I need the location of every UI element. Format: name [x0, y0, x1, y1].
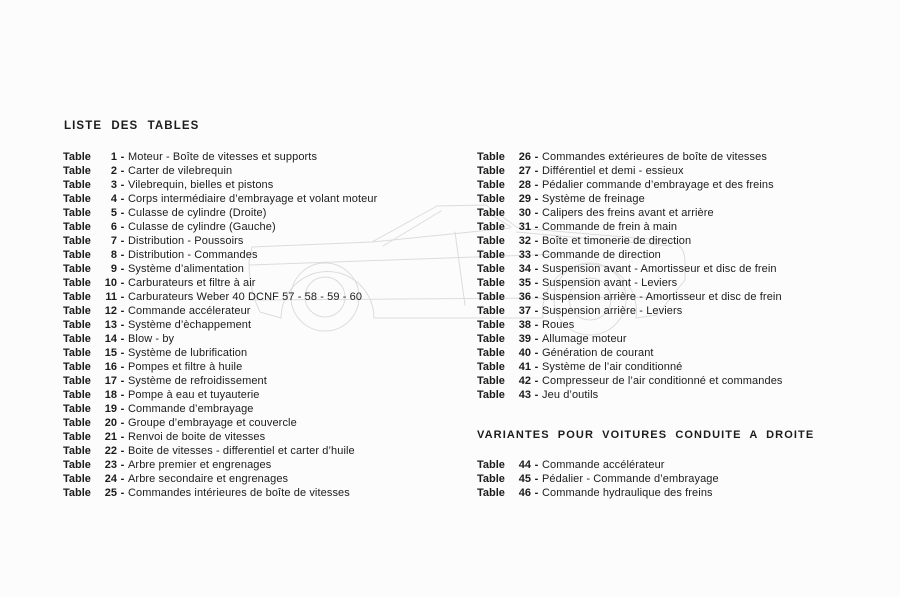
table-row	[63, 332, 377, 346]
table-row	[63, 402, 377, 416]
table-row-number: 20	[104, 417, 117, 429]
table-row-label: Table	[63, 235, 91, 247]
table-row-description: Système de freinage	[542, 193, 645, 205]
table-row-number: 31	[518, 221, 531, 233]
table-row-description: Compresseur de l’air conditionné et commandes	[542, 375, 783, 387]
table-row-separator: -	[534, 207, 539, 219]
table-row-description: Culasse de cylindre (Droite)	[128, 207, 267, 219]
table-row-separator: -	[120, 207, 125, 219]
table-row-description: Carburateurs Weber 40 DCNF 57 - 58 - 59 - 60	[128, 291, 363, 303]
table-row-label: Table	[477, 347, 505, 359]
table-row	[477, 220, 814, 234]
table-row-description: Génération de courant	[542, 347, 654, 359]
table-row-label: Table	[477, 235, 505, 247]
table-row-description: Commande hydraulique des freins	[542, 487, 713, 499]
table-row-separator: -	[534, 347, 539, 359]
table-row-description: Suspension arrière - Amortisseur et disc de frein	[542, 291, 782, 303]
page-title: LISTE DES TABLES	[64, 120, 200, 132]
table-row-separator: -	[534, 459, 539, 471]
table-row	[477, 388, 814, 402]
table-row-label: Table	[63, 151, 91, 163]
table-row-separator: -	[534, 389, 539, 401]
table-row-separator: -	[120, 193, 125, 205]
table-row-description: Moteur - Boîte de vitesses et supports	[128, 151, 318, 163]
table-row	[477, 262, 814, 276]
table-row	[477, 360, 814, 374]
table-row	[477, 206, 814, 220]
table-row-label: Table	[477, 375, 505, 387]
table-row-separator: -	[120, 291, 125, 303]
table-row-description: Commandes intérieures de boîte de vitesses	[128, 487, 350, 499]
table-row	[477, 248, 814, 262]
table-row	[63, 444, 377, 458]
table-row-label: Table	[63, 221, 91, 233]
table-row-separator: -	[534, 193, 539, 205]
table-row-description: Pompes et filtre à huile	[128, 361, 243, 373]
table-row-number: 13	[104, 319, 117, 331]
table-row	[477, 374, 814, 388]
table-row-separator: -	[534, 333, 539, 345]
table-row	[477, 178, 814, 192]
table-row	[477, 164, 814, 178]
table-row-number: 37	[518, 305, 531, 317]
table-row-description: Suspension avant - Leviers	[542, 277, 678, 289]
table-row-label: Table	[63, 179, 91, 191]
table-row-number: 12	[104, 305, 117, 317]
table-row-separator: -	[120, 361, 125, 373]
table-row	[63, 486, 377, 500]
table-row	[63, 276, 377, 290]
table-row-number: 16	[104, 361, 117, 373]
table-row-number: 4	[110, 193, 117, 205]
table-row-number: 24	[104, 473, 117, 485]
table-row-description: Groupe d’embrayage et couvercle	[128, 417, 297, 429]
table-row-description: Pompe à eau et tuyauterie	[128, 389, 260, 401]
table-row-number: 25	[104, 487, 117, 499]
table-row-separator: -	[120, 459, 125, 471]
table-row-description: Commande accélérateur	[542, 459, 665, 471]
table-row-separator: -	[534, 235, 539, 247]
table-row	[477, 150, 814, 164]
table-row-label: Table	[63, 305, 91, 317]
table-row-description: Jeu d’outils	[542, 389, 599, 401]
table-row-number: 10	[104, 277, 117, 289]
table-row-description: Arbre premier et engrenages	[128, 459, 272, 471]
table-row	[63, 206, 377, 220]
table-row-description: Commandes extérieures de boîte de vitesses	[542, 151, 767, 163]
table-row-number: 34	[518, 263, 531, 275]
table-row-label: Table	[477, 319, 505, 331]
table-row-number: 43	[518, 389, 531, 401]
table-row-number: 38	[518, 319, 531, 331]
table-row-label: Table	[63, 291, 91, 303]
table-row-description: Boite de vitesses - differentiel et carter d’huile	[128, 445, 355, 457]
table-row	[477, 192, 814, 206]
table-row-label: Table	[477, 473, 505, 485]
table-row-separator: -	[120, 389, 125, 401]
table-row-description: Roues	[542, 319, 575, 331]
table-row-description: Carburateurs et filtre à air	[128, 277, 256, 289]
table-list-left	[63, 150, 377, 500]
table-row-separator: -	[120, 347, 125, 359]
table-row-number: 23	[104, 459, 117, 471]
table-row-description: Pédalier - Commande d’embrayage	[542, 473, 719, 485]
table-row	[63, 262, 377, 276]
table-row-number: 30	[518, 207, 531, 219]
table-row	[63, 472, 377, 486]
table-row-label: Table	[63, 207, 91, 219]
table-row-separator: -	[534, 249, 539, 261]
table-row-number: 9	[110, 263, 117, 275]
table-row-description: Suspension arrière - Leviers	[542, 305, 683, 317]
table-row-separator: -	[534, 165, 539, 177]
table-row-label: Table	[63, 431, 91, 443]
table-row-description: Corps intermédiaire d’embrayage et volant moteur	[128, 193, 378, 205]
table-row	[63, 234, 377, 248]
table-row-description: Système de l’air conditionné	[542, 361, 683, 373]
table-row-label: Table	[477, 389, 505, 401]
table-row-number: 39	[518, 333, 531, 345]
table-row-number: 33	[518, 249, 531, 261]
table-row-separator: -	[120, 235, 125, 247]
table-row-separator: -	[534, 179, 539, 191]
table-row-label: Table	[477, 277, 505, 289]
table-row-number: 29	[518, 193, 531, 205]
table-row	[63, 150, 377, 164]
table-list-variants	[477, 458, 814, 500]
table-row-number: 22	[104, 445, 117, 457]
table-row-number: 35	[518, 277, 531, 289]
table-row-label: Table	[63, 319, 91, 331]
table-row-description: Commande d’embrayage	[128, 403, 254, 415]
table-row-number: 17	[104, 375, 117, 387]
table-row	[477, 486, 814, 500]
table-row	[63, 220, 377, 234]
table-row-description: Boîte et timonerie de direction	[542, 235, 692, 247]
table-row-separator: -	[120, 375, 125, 387]
table-row-label: Table	[477, 207, 505, 219]
table-row-description: Différentiel et demi - essieux	[542, 165, 684, 177]
table-row-separator: -	[534, 277, 539, 289]
table-row	[63, 304, 377, 318]
table-row-label: Table	[477, 487, 505, 499]
table-row-number: 7	[110, 235, 117, 247]
table-row-separator: -	[120, 487, 125, 499]
table-row-label: Table	[63, 263, 91, 275]
table-row-separator: -	[120, 403, 125, 415]
table-row-separator: -	[534, 487, 539, 499]
table-row	[63, 458, 377, 472]
table-row-separator: -	[120, 431, 125, 443]
table-row-label: Table	[477, 305, 505, 317]
table-row-separator: -	[120, 263, 125, 275]
table-row-separator: -	[534, 361, 539, 373]
table-row-number: 26	[518, 151, 531, 163]
table-row	[63, 374, 377, 388]
table-row-separator: -	[120, 305, 125, 317]
table-row-label: Table	[63, 333, 91, 345]
table-row-separator: -	[120, 445, 125, 457]
table-row-number: 42	[518, 375, 531, 387]
table-row-label: Table	[477, 361, 505, 373]
table-row-separator: -	[534, 151, 539, 163]
table-row-label: Table	[63, 403, 91, 415]
table-row	[63, 192, 377, 206]
table-row-number: 44	[518, 459, 531, 471]
table-row-description: Allumage moteur	[542, 333, 627, 345]
table-row-description: Distribution - Commandes	[128, 249, 258, 261]
table-row-label: Table	[63, 473, 91, 485]
table-row-number: 32	[518, 235, 531, 247]
table-row-separator: -	[120, 165, 125, 177]
table-row	[477, 290, 814, 304]
table-row	[63, 178, 377, 192]
table-row-number: 3	[110, 179, 117, 191]
table-row-label: Table	[63, 361, 91, 373]
table-row-description: Vilebrequin, bielles et pistons	[128, 179, 274, 191]
table-row-number: 27	[518, 165, 531, 177]
table-row-number: 36	[518, 291, 531, 303]
table-row	[477, 234, 814, 248]
table-row-label: Table	[63, 193, 91, 205]
table-row-label: Table	[63, 347, 91, 359]
table-row-separator: -	[120, 333, 125, 345]
table-row-label: Table	[477, 263, 505, 275]
table-row-label: Table	[63, 445, 91, 457]
table-row-description: Culasse de cylindre (Gauche)	[128, 221, 276, 233]
table-row-label: Table	[63, 249, 91, 261]
table-row-label: Table	[63, 165, 91, 177]
table-row-number: 45	[518, 473, 531, 485]
table-row	[63, 346, 377, 360]
table-row	[63, 360, 377, 374]
table-row	[63, 416, 377, 430]
table-row-number: 40	[518, 347, 531, 359]
table-row-description: Distribution - Poussoirs	[128, 235, 244, 247]
table-row-description: Arbre secondaire et engrenages	[128, 473, 289, 485]
table-row-label: Table	[477, 165, 505, 177]
table-row-number: 46	[518, 487, 531, 499]
table-row-number: 6	[110, 221, 117, 233]
table-row-separator: -	[534, 221, 539, 233]
table-row	[63, 164, 377, 178]
table-row-description: Renvoi de boite de vitesses	[128, 431, 266, 443]
table-row-label: Table	[63, 389, 91, 401]
table-row-number: 28	[518, 179, 531, 191]
table-row-number: 11	[105, 291, 117, 303]
table-row-separator: -	[120, 221, 125, 233]
table-row-label: Table	[63, 459, 91, 471]
table-row-number: 19	[104, 403, 117, 415]
table-row-separator: -	[534, 263, 539, 275]
table-row	[477, 304, 814, 318]
table-row-description: Système de refroidissement	[128, 375, 267, 387]
table-row-separator: -	[534, 473, 539, 485]
variants-heading: VARIANTES POUR VOITURES CONDUITE A DROITE	[477, 429, 815, 441]
table-row	[477, 276, 814, 290]
table-row-separator: -	[534, 319, 539, 331]
table-row-label: Table	[477, 151, 505, 163]
table-row-number: 2	[110, 165, 117, 177]
table-row-label: Table	[477, 249, 505, 261]
table-row-description: Commande accélerateur	[128, 305, 251, 317]
table-row-label: Table	[63, 417, 91, 429]
table-row-description: Blow - by	[128, 333, 175, 345]
table-row	[63, 430, 377, 444]
table-row-description: Système d’èchappement	[128, 319, 252, 331]
table-row-separator: -	[120, 417, 125, 429]
table-list-right-main	[477, 150, 814, 402]
table-row-number: 41	[518, 361, 531, 373]
table-row-description: Commande de direction	[542, 249, 661, 261]
table-list-right	[477, 150, 814, 500]
table-row-number: 15	[104, 347, 117, 359]
table-row-label: Table	[477, 179, 505, 191]
table-row	[63, 318, 377, 332]
table-row-label: Table	[63, 277, 91, 289]
table-row-description: Suspension avant - Amortisseur et disc de frein	[542, 263, 777, 275]
table-row-description: Calipers des freins avant et arrière	[542, 207, 714, 219]
table-row	[63, 248, 377, 262]
table-row-separator: -	[534, 375, 539, 387]
table-row-number: 14	[104, 333, 117, 345]
table-row	[63, 388, 377, 402]
table-row	[63, 290, 377, 304]
table-row-number: 5	[110, 207, 117, 219]
table-row-number: 21	[104, 431, 117, 443]
table-row-number: 18	[104, 389, 117, 401]
table-row-description: Commande de frein à main	[542, 221, 678, 233]
table-row-separator: -	[120, 319, 125, 331]
table-row-label: Table	[477, 193, 505, 205]
table-row-separator: -	[120, 277, 125, 289]
table-row	[477, 318, 814, 332]
table-row-description: Carter de vilebrequin	[128, 165, 233, 177]
table-row	[477, 332, 814, 346]
table-row-number: 8	[110, 249, 117, 261]
table-row-description: Pédalier commande d’embrayage et des freins	[542, 179, 774, 191]
table-row-description: Système d’alimentation	[128, 263, 244, 275]
table-row-separator: -	[534, 291, 539, 303]
table-row	[477, 458, 814, 472]
table-row-description: Système de lubrification	[128, 347, 248, 359]
table-row-label: Table	[63, 487, 91, 499]
table-row-label: Table	[477, 291, 505, 303]
table-row	[477, 472, 814, 486]
table-row-separator: -	[120, 473, 125, 485]
table-row-label: Table	[477, 459, 505, 471]
table-row-separator: -	[120, 151, 125, 163]
table-row-label: Table	[63, 375, 91, 387]
table-row	[477, 346, 814, 360]
table-row-separator: -	[120, 249, 125, 261]
table-row-separator: -	[120, 179, 125, 191]
table-row-label: Table	[477, 221, 505, 233]
table-row-label: Table	[477, 333, 505, 345]
table-row-separator: -	[534, 305, 539, 317]
table-row-number: 1	[110, 151, 117, 163]
